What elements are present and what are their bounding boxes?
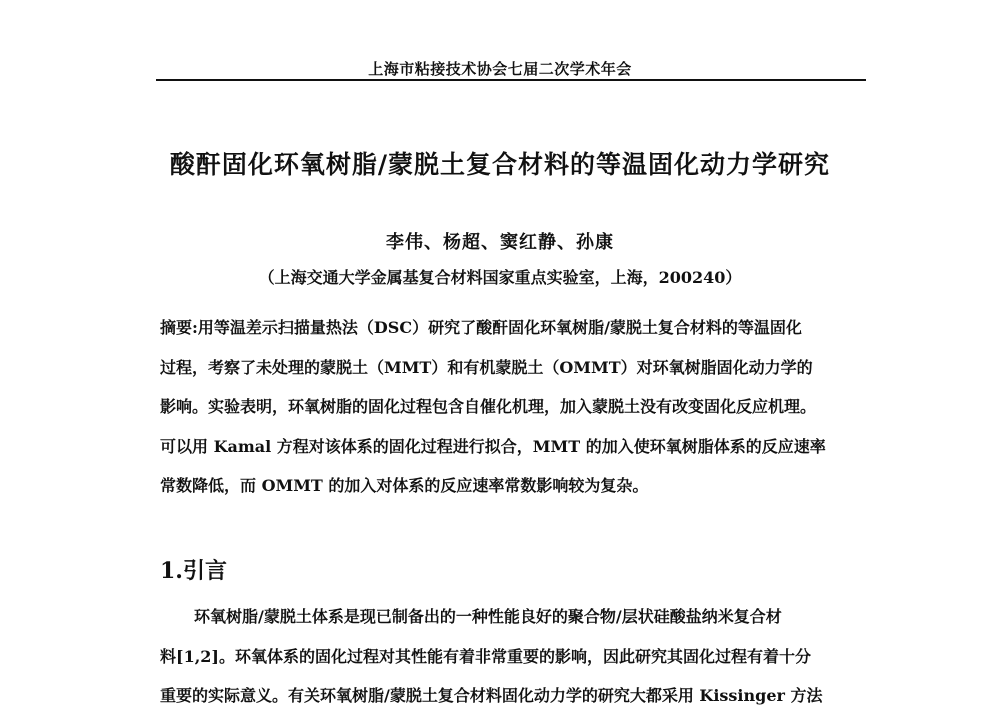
header-rule	[156, 79, 866, 81]
introduction-line: 环氧树脂/蒙脱土体系是现已制备出的一种性能良好的聚合物/层状硅酸盐纳米复合材	[194, 607, 782, 626]
abstract-line	[160, 308, 868, 348]
abstract-label: 摘要:	[160, 318, 198, 337]
abstract-line: 常数降低，而 OMMT 的加入对体系的反应速率常数影响较为复杂。	[160, 476, 649, 495]
paper-title: 酸酐固化环氧树脂/蒙脱土复合材料的等温固化动力学研究	[169, 150, 831, 179]
abstract-text: 用等温差示扫描量热法（DSC）研究了酸酐固化环氧树脂/蒙脱土复合材料的等温固化	[197, 318, 802, 337]
abstract	[160, 308, 868, 506]
section-heading-introduction: 1.引言	[160, 558, 227, 584]
conference-header: 上海市粘接技术协会七届二次学术年会	[368, 60, 632, 78]
abstract-line: 可以用 Kamal 方程对该体系的固化过程进行拟合，MMT 的加入使环氧树脂体系的反应速率	[160, 436, 826, 456]
abstract-line: 影响。实验表明，环氧树脂的固化过程包含自催化机理，加入蒙脱土没有改变固化反应机理。	[160, 397, 817, 416]
introduction-line: 重要的实际意义。有关环氧树脂/蒙脱土复合材料固化动力学的研究大都采用 Kissinger 方法	[160, 686, 823, 705]
abstract-line: 过程，考察了未处理的蒙脱土（MMT）和有机蒙脱土（OMMT）对环氧树脂固化动力学的	[160, 357, 813, 377]
introduction-line: 料[1,2]。环氧体系的固化过程对其性能有着非常重要的影响，因此研究其固化过程有着十分	[160, 646, 811, 666]
affiliation: （上海交通大学金属基复合材料国家重点实验室，上海，200240）	[258, 268, 742, 287]
introduction-body	[160, 597, 868, 716]
authors: 李伟、杨超、窦红静、孙康	[386, 232, 614, 253]
